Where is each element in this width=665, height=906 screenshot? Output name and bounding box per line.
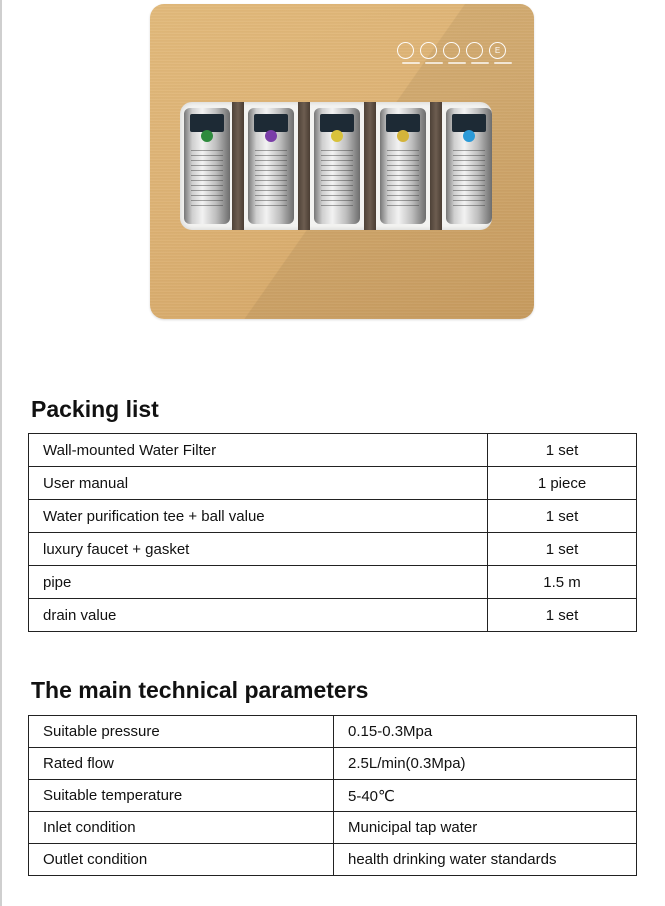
table-row: [29, 533, 637, 566]
item-cell: User manual: [29, 467, 488, 500]
fan-icon: [397, 42, 414, 59]
packing-list-table: [28, 433, 637, 632]
table-row: [29, 716, 637, 748]
filter-icon: [443, 42, 460, 59]
table-row: [29, 467, 637, 500]
badge-captions: [402, 62, 512, 64]
filter-cartridge: [314, 108, 360, 224]
param-value-cell: 2.5L/min(0.3Mpa): [334, 748, 637, 780]
filter-cartridge: [248, 108, 294, 224]
item-cell: luxury faucet + gasket: [29, 533, 488, 566]
cartridge-divider: [232, 102, 244, 230]
qty-cell: 1 set: [488, 500, 637, 533]
filter-cartridge: [380, 108, 426, 224]
param-name-cell: Inlet condition: [29, 812, 334, 844]
param-name-cell: Outlet condition: [29, 844, 334, 876]
param-value-cell: Municipal tap water: [334, 812, 637, 844]
technical-parameters-table: [28, 715, 637, 876]
cartridge-divider: [430, 102, 442, 230]
qty-cell: 1.5 m: [488, 566, 637, 599]
table-row: [29, 748, 637, 780]
table-row: [29, 780, 637, 812]
table-row: [29, 844, 637, 876]
filter-cartridge-window: [180, 102, 492, 230]
item-cell: Wall-mounted Water Filter: [29, 434, 488, 467]
qty-cell: 1 set: [488, 599, 637, 632]
item-cell: Water purification tee + ball value: [29, 500, 488, 533]
param-value-cell: health drinking water standards: [334, 844, 637, 876]
table-row: [29, 566, 637, 599]
qty-cell: 1 set: [488, 533, 637, 566]
water-filter-product-image: [150, 4, 534, 319]
qty-cell: 1 piece: [488, 467, 637, 500]
item-cell: pipe: [29, 566, 488, 599]
qty-cell: 1 set: [488, 434, 637, 467]
item-cell: drain value: [29, 599, 488, 632]
drop-icon: [420, 42, 437, 59]
param-name-cell: Suitable temperature: [29, 780, 334, 812]
filter-cartridge: [446, 108, 492, 224]
packing-list-title: Packing list: [31, 396, 159, 422]
cartridge-divider: [364, 102, 376, 230]
table-row: [29, 812, 637, 844]
water-icon: [466, 42, 483, 59]
filter-cartridge: [184, 108, 230, 224]
param-value-cell: 0.15-0.3Mpa: [334, 716, 637, 748]
feature-badges: [397, 42, 506, 59]
page-left-border: [0, 0, 2, 906]
energy-icon: E: [489, 42, 506, 59]
cartridge-divider: [298, 102, 310, 230]
param-value-cell: 5-40℃: [334, 780, 637, 812]
param-name-cell: Suitable pressure: [29, 716, 334, 748]
technical-parameters-title: The main technical parameters: [31, 677, 369, 703]
table-row: [29, 434, 637, 467]
table-row: [29, 500, 637, 533]
param-name-cell: Rated flow: [29, 748, 334, 780]
table-row: [29, 599, 637, 632]
